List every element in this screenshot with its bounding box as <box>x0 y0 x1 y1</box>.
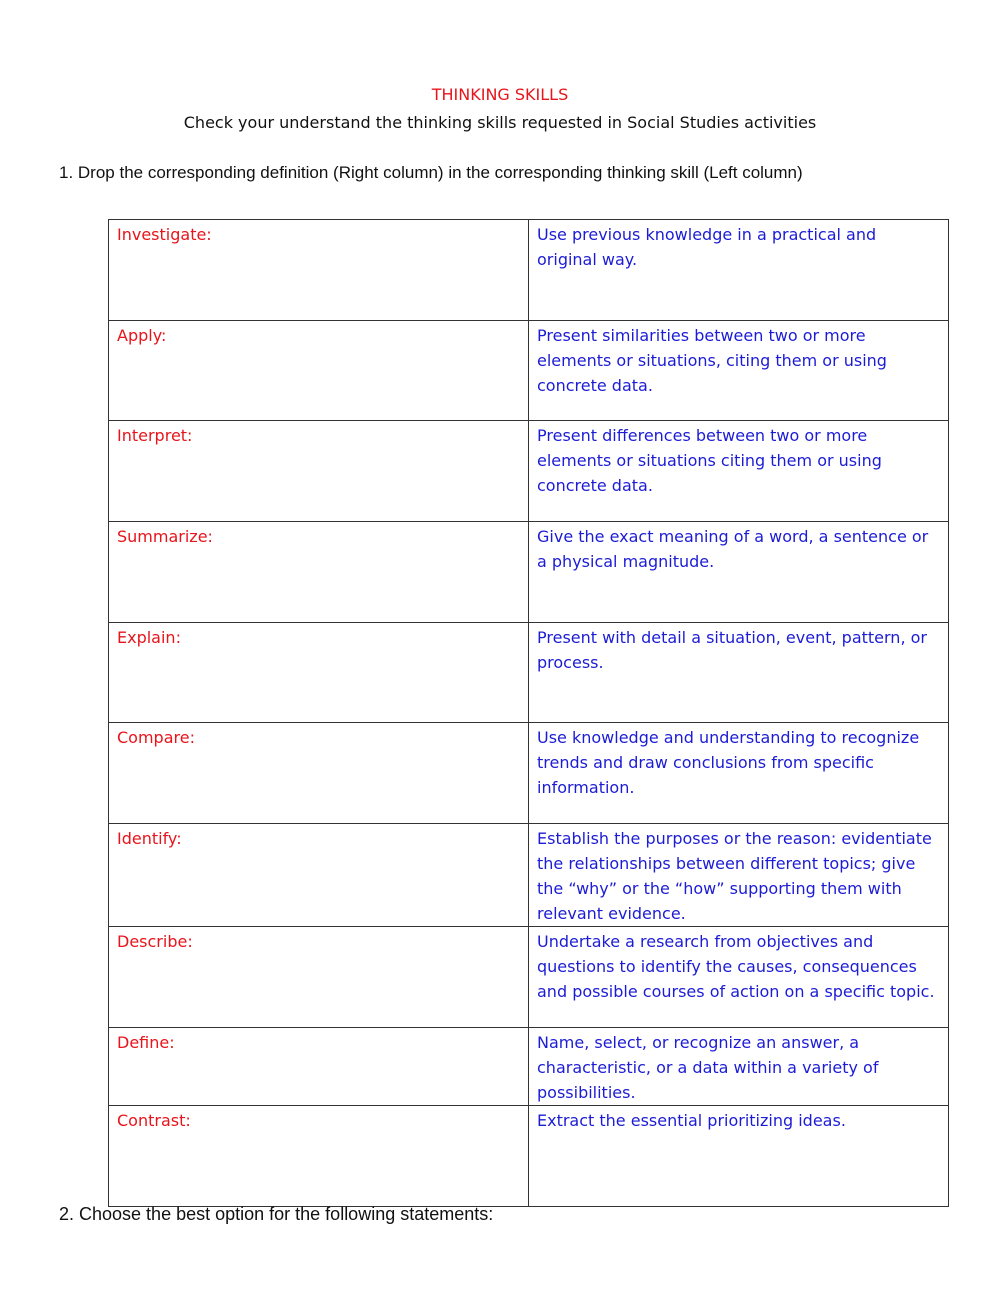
skill-term-drop-zone[interactable]: Describe: <box>109 927 529 1028</box>
skill-definition-draggable[interactable]: Extract the essential prioritizing ideas. <box>529 1106 949 1207</box>
skills-matching-table <box>108 219 949 1207</box>
skill-term-drop-zone[interactable]: Contrast: <box>109 1106 529 1207</box>
skill-term-drop-zone[interactable]: Compare: <box>109 723 529 824</box>
table-row <box>109 927 949 1028</box>
worksheet-subtitle: Check your understand the thinking skills requested in Social Studies activities <box>183 113 817 132</box>
skill-definition-draggable[interactable]: Name, select, or recognize an answer, a characteristic, or a data within a variety of possibilities. <box>529 1028 949 1106</box>
skill-term-drop-zone[interactable]: Define: <box>109 1028 529 1106</box>
table-row <box>109 824 949 927</box>
skill-term-drop-zone[interactable]: Interpret: <box>109 421 529 522</box>
skill-term-drop-zone[interactable]: Summarize: <box>109 522 529 623</box>
table-row <box>109 1028 949 1106</box>
skill-definition-draggable[interactable]: Use knowledge and understanding to recognize trends and draw conclusions from specific information. <box>529 723 949 824</box>
table-row <box>109 421 949 522</box>
question-2-instruction: 2. Choose the best option for the following statements: <box>59 1204 494 1224</box>
skill-definition-draggable[interactable]: Use previous knowledge in a practical and original way. <box>529 220 949 321</box>
worksheet-title: THINKING SKILLS <box>431 85 569 104</box>
skill-definition-draggable[interactable]: Present with detail a situation, event, pattern, or process. <box>529 623 949 723</box>
table-row <box>109 623 949 723</box>
table-row <box>109 1106 949 1207</box>
skill-definition-draggable[interactable]: Present similarities between two or more elements or situations, citing them or using concrete data. <box>529 321 949 421</box>
skill-term-drop-zone[interactable]: Investigate: <box>109 220 529 321</box>
skill-term-drop-zone[interactable]: Explain: <box>109 623 529 723</box>
skill-definition-draggable[interactable]: Establish the purposes or the reason: evidentiate the relationships between different topics; give the “why” or the “how” supporting them with relevant evidence. <box>529 824 949 927</box>
table-row <box>109 220 949 321</box>
skill-definition-draggable[interactable]: Undertake a research from objectives and questions to identify the causes, consequences and possible courses of action on a specific topic. <box>529 927 949 1028</box>
table-row <box>109 321 949 421</box>
table-row <box>109 522 949 623</box>
table-row <box>109 723 949 824</box>
skill-term-drop-zone[interactable]: Apply: <box>109 321 529 421</box>
skill-definition-draggable[interactable]: Present differences between two or more elements or situations citing them or using concrete data. <box>529 421 949 522</box>
question-1-instruction: 1. Drop the corresponding definition (Right column) in the corresponding thinking skill (Left column) <box>59 163 803 182</box>
skill-definition-draggable[interactable]: Give the exact meaning of a word, a sentence or a physical magnitude. <box>529 522 949 623</box>
skill-term-drop-zone[interactable]: Identify: <box>109 824 529 927</box>
